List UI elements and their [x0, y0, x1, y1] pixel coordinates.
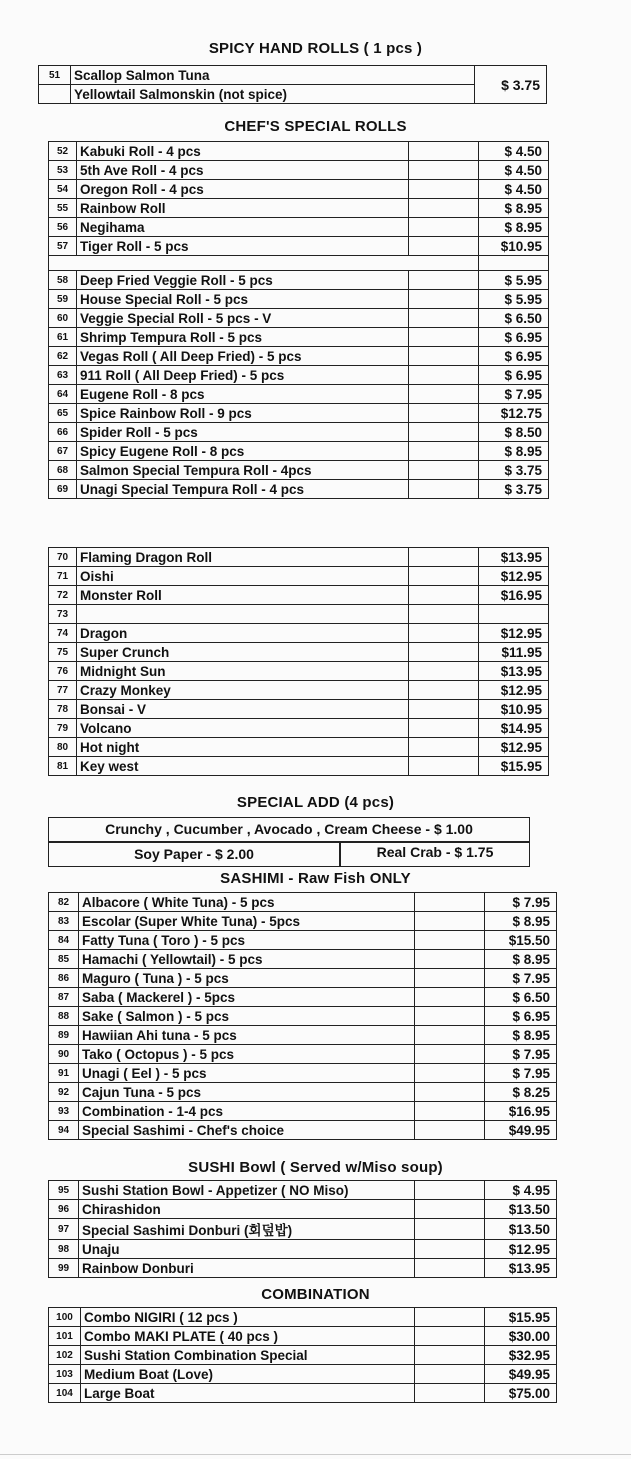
menu-row: [49, 328, 549, 347]
item-price: $15.95: [485, 1308, 557, 1327]
item-spacer: [415, 1083, 485, 1102]
item-name: Negihama: [77, 218, 409, 237]
menu-row: [49, 1121, 557, 1140]
item-spacer: [409, 404, 479, 423]
item-spacer: [415, 931, 485, 950]
menu-row: [49, 366, 549, 385]
item-spacer: [409, 586, 479, 605]
item-name: Hawiian Ahi tuna - 5 pcs: [79, 1026, 415, 1045]
item-price: $ 7.95: [479, 385, 549, 404]
menu-row: [49, 719, 549, 738]
item-name: Sushi Station Bowl - Appetizer ( NO Miso): [79, 1181, 415, 1200]
item-name: Monster Roll: [77, 586, 409, 605]
item-name: Hot night: [77, 738, 409, 757]
item-spacer: [415, 1346, 485, 1365]
item-spacer: [415, 1181, 485, 1200]
sushi-bowl-table: [48, 1180, 557, 1278]
item-name: Albacore ( White Tuna) - 5 pcs: [79, 893, 415, 912]
menu-row: [49, 1365, 557, 1384]
item-price: $10.95: [479, 700, 549, 719]
item-name: Yellowtail Salmonskin (not spice): [71, 85, 475, 104]
item-name: Eugene Roll - 8 pcs: [77, 385, 409, 404]
item-price: $ 3.75: [475, 66, 547, 104]
item-number: 61: [49, 328, 77, 347]
menu-row: [49, 605, 549, 624]
menu-row: [49, 912, 557, 931]
item-name: Volcano: [77, 719, 409, 738]
item-number: 59: [49, 290, 77, 309]
menu-row: [49, 1181, 557, 1200]
item-spacer: [415, 969, 485, 988]
item-spacer: [409, 605, 479, 624]
item-spacer: [409, 624, 479, 643]
item-name: Fatty Tuna ( Toro ) - 5 pcs: [79, 931, 415, 950]
item-price: $ 6.95: [479, 366, 549, 385]
item-spacer: [415, 1384, 485, 1403]
item-price: $ 8.95: [485, 1026, 557, 1045]
item-number: 70: [49, 548, 77, 567]
item-number: 98: [49, 1240, 79, 1259]
menu-row: [49, 624, 549, 643]
item-price: $12.75: [479, 404, 549, 423]
item-spacer: [415, 1007, 485, 1026]
item-price: $ 8.25: [485, 1083, 557, 1102]
item-spacer: [409, 461, 479, 480]
sashimi-heading: SASHIMI - Raw Fish ONLY: [220, 870, 411, 887]
item-spacer: [415, 1327, 485, 1346]
menu-row: [49, 290, 549, 309]
menu-row: [49, 700, 549, 719]
item-name: Bonsai - V: [77, 700, 409, 719]
item-number: 76: [49, 662, 77, 681]
item-name: Escolar (Super White Tuna) - 5pcs: [79, 912, 415, 931]
menu-row: [49, 567, 549, 586]
menu-row: [49, 1026, 557, 1045]
menu-row: [49, 199, 549, 218]
item-price: $16.95: [479, 586, 549, 605]
gap-row: [49, 256, 479, 271]
item-name: Veggie Special Roll - 5 pcs - V: [77, 309, 409, 328]
item-number: 93: [49, 1102, 79, 1121]
item-spacer: [415, 912, 485, 931]
divider: [49, 841, 529, 843]
menu-row: [49, 404, 549, 423]
item-number: 94: [49, 1121, 79, 1140]
item-number: 85: [49, 950, 79, 969]
item-price: $12.95: [479, 567, 549, 586]
item-price: $13.95: [479, 662, 549, 681]
item-name: Shrimp Tempura Roll - 5 pcs: [77, 328, 409, 347]
item-number: 99: [49, 1259, 79, 1278]
item-name: Spicy Eugene Roll - 8 pcs: [77, 442, 409, 461]
menu-row: [49, 1327, 557, 1346]
signature-rolls-table: [48, 547, 549, 776]
item-price: $13.95: [485, 1259, 557, 1278]
item-name: Kabuki Roll - 4 pcs: [77, 142, 409, 161]
menu-row: [49, 969, 557, 988]
item-spacer: [415, 1064, 485, 1083]
item-spacer: [409, 385, 479, 404]
item-price: $ 8.95: [479, 199, 549, 218]
item-price: $ 8.50: [479, 423, 549, 442]
item-price: $ 8.95: [485, 912, 557, 931]
item-number: 53: [49, 161, 77, 180]
item-spacer: [409, 567, 479, 586]
menu-row: [49, 643, 549, 662]
item-spacer: [409, 738, 479, 757]
item-spacer: [415, 1365, 485, 1384]
item-price: $ 3.75: [479, 461, 549, 480]
menu-row: [49, 180, 549, 199]
item-price: $11.95: [479, 643, 549, 662]
menu-row: [49, 893, 557, 912]
menu-row: [49, 461, 549, 480]
sashimi-table: [48, 892, 557, 1140]
item-price: $ 6.95: [479, 328, 549, 347]
soy-paper-price: Soy Paper - $ 2.00: [134, 846, 254, 862]
item-name: Deep Fried Veggie Roll - 5 pcs: [77, 271, 409, 290]
item-number: 83: [49, 912, 79, 931]
item-number: 86: [49, 969, 79, 988]
item-number: 56: [49, 218, 77, 237]
item-price: $ 6.95: [479, 347, 549, 366]
item-price: $12.95: [485, 1240, 557, 1259]
item-price: $ 7.95: [485, 1045, 557, 1064]
item-number: 89: [49, 1026, 79, 1045]
menu-row: [49, 950, 557, 969]
item-number: 88: [49, 1007, 79, 1026]
item-price: $ 7.95: [485, 969, 557, 988]
item-name: Crazy Monkey: [77, 681, 409, 700]
item-number: 65: [49, 404, 77, 423]
item-spacer: [409, 290, 479, 309]
item-number: 97: [49, 1219, 79, 1240]
item-spacer: [409, 271, 479, 290]
item-price: $ 4.95: [485, 1181, 557, 1200]
sushi-bowl-heading: SUSHI Bowl ( Served w/Miso soup): [188, 1159, 443, 1176]
menu-row: [49, 1083, 557, 1102]
item-name: Flaming Dragon Roll: [77, 548, 409, 567]
item-number: 55: [49, 199, 77, 218]
item-spacer: [409, 366, 479, 385]
item-number: 90: [49, 1045, 79, 1064]
item-name: Maguro ( Tuna ) - 5 pcs: [79, 969, 415, 988]
item-number: 78: [49, 700, 77, 719]
item-price: $13.95: [479, 548, 549, 567]
chefs-special-table: [48, 141, 549, 499]
item-number: 80: [49, 738, 77, 757]
item-price: $ 4.50: [479, 161, 549, 180]
item-name: Midnight Sun: [77, 662, 409, 681]
item-name: Key west: [77, 757, 409, 776]
item-name: Hamachi ( Yellowtail) - 5 pcs: [79, 950, 415, 969]
item-number: 102: [49, 1346, 81, 1365]
item-number: 54: [49, 180, 77, 199]
item-number: 60: [49, 309, 77, 328]
item-name: Dragon: [77, 624, 409, 643]
item-price: $75.00: [485, 1384, 557, 1403]
item-number: 95: [49, 1181, 79, 1200]
special-add-toppings: Crunchy , Cucumber , Avocado , Cream Cheese - $ 1.00: [105, 821, 473, 837]
item-spacer: [409, 548, 479, 567]
menu-row: [49, 347, 549, 366]
item-price: $12.95: [479, 624, 549, 643]
menu-row: [49, 423, 549, 442]
item-name: Medium Boat (Love): [81, 1365, 415, 1384]
item-spacer: [415, 1240, 485, 1259]
item-number: 82: [49, 893, 79, 912]
item-number: 69: [49, 480, 77, 499]
item-number: 84: [49, 931, 79, 950]
item-number: 91: [49, 1064, 79, 1083]
spicy-hand-rolls-heading: SPICY HAND ROLLS ( 1 pcs ): [208, 40, 423, 57]
menu-row: [49, 662, 549, 681]
item-number: 57: [49, 237, 77, 256]
item-spacer: [415, 1219, 485, 1240]
combination-table: [48, 1307, 557, 1403]
page-bottom-edge: [0, 1454, 631, 1455]
item-number-empty: [39, 85, 71, 104]
item-spacer: [409, 719, 479, 738]
gap-row: [479, 256, 549, 271]
menu-row: [49, 142, 549, 161]
menu-row: [49, 1064, 557, 1083]
item-price: $ 6.50: [479, 309, 549, 328]
item-price: $49.95: [485, 1121, 557, 1140]
menu-row: [49, 309, 549, 328]
item-number: 79: [49, 719, 77, 738]
item-price: $ 6.50: [485, 988, 557, 1007]
item-spacer: [415, 1259, 485, 1278]
item-number: 72: [49, 586, 77, 605]
item-number: 66: [49, 423, 77, 442]
item-price: $15.95: [479, 757, 549, 776]
item-spacer: [409, 700, 479, 719]
menu-row: [49, 1219, 557, 1240]
item-number: 92: [49, 1083, 79, 1102]
item-price: [479, 605, 549, 624]
item-number: 64: [49, 385, 77, 404]
item-number: 75: [49, 643, 77, 662]
item-spacer: [409, 480, 479, 499]
item-price: $ 4.50: [479, 180, 549, 199]
item-number: 71: [49, 567, 77, 586]
item-price: $10.95: [479, 237, 549, 256]
menu-row: [49, 548, 549, 567]
item-price: $ 3.75: [479, 480, 549, 499]
item-price: $ 5.95: [479, 271, 549, 290]
item-number: 103: [49, 1365, 81, 1384]
item-spacer: [409, 199, 479, 218]
item-spacer: [415, 988, 485, 1007]
item-name: Super Crunch: [77, 643, 409, 662]
item-name: 911 Roll ( All Deep Fried) - 5 pcs: [77, 366, 409, 385]
item-price: $12.95: [479, 738, 549, 757]
menu-row: [49, 757, 549, 776]
item-price: $ 4.50: [479, 142, 549, 161]
item-number: 74: [49, 624, 77, 643]
menu-row: [49, 1308, 557, 1327]
item-name: Sushi Station Combination Special: [81, 1346, 415, 1365]
item-spacer: [409, 180, 479, 199]
item-price: $ 7.95: [485, 1064, 557, 1083]
item-number: 104: [49, 1384, 81, 1403]
item-spacer: [415, 1026, 485, 1045]
item-price: $16.95: [485, 1102, 557, 1121]
item-spacer: [409, 309, 479, 328]
item-name: Special Sashimi Donburi (회덮밥): [79, 1219, 415, 1240]
item-name: Special Sashimi - Chef's choice: [79, 1121, 415, 1140]
item-number: 68: [49, 461, 77, 480]
menu-row: [49, 1384, 557, 1403]
special-add-box: [48, 817, 530, 867]
item-price: $15.50: [485, 931, 557, 950]
item-name: Sake ( Salmon ) - 5 pcs: [79, 1007, 415, 1026]
item-spacer: [415, 1200, 485, 1219]
item-name: Large Boat: [81, 1384, 415, 1403]
item-price: $ 5.95: [479, 290, 549, 309]
item-price: $ 6.95: [485, 1007, 557, 1026]
item-spacer: [409, 442, 479, 461]
item-spacer: [409, 643, 479, 662]
menu-row: [49, 1007, 557, 1026]
item-name: Chirashidon: [79, 1200, 415, 1219]
item-number: 51: [39, 66, 71, 85]
item-name: Vegas Roll ( All Deep Fried) - 5 pcs: [77, 347, 409, 366]
item-spacer: [409, 757, 479, 776]
item-name: Scallop Salmon Tuna: [71, 66, 475, 85]
item-name: [77, 605, 409, 624]
menu-row: [49, 738, 549, 757]
spicy-hand-rolls-table: [38, 65, 547, 104]
menu-row: [49, 385, 549, 404]
item-spacer: [415, 1308, 485, 1327]
menu-row: [49, 988, 557, 1007]
item-spacer: [409, 237, 479, 256]
menu-row: [49, 1102, 557, 1121]
item-price: $ 8.95: [479, 218, 549, 237]
item-name: Unagi ( Eel ) - 5 pcs: [79, 1064, 415, 1083]
item-spacer: [415, 1045, 485, 1064]
item-price: $12.95: [479, 681, 549, 700]
item-name: Tiger Roll - 5 pcs: [77, 237, 409, 256]
item-number: 63: [49, 366, 77, 385]
item-spacer: [415, 893, 485, 912]
real-crab-price: Real Crab - $ 1.75: [376, 844, 494, 860]
item-number: 81: [49, 757, 77, 776]
menu-row: [49, 1045, 557, 1064]
item-name: 5th Ave Roll - 4 pcs: [77, 161, 409, 180]
item-spacer: [409, 347, 479, 366]
menu-row: [49, 1240, 557, 1259]
menu-row: [49, 681, 549, 700]
item-number: 77: [49, 681, 77, 700]
item-spacer: [409, 218, 479, 237]
item-name: Spice Rainbow Roll - 9 pcs: [77, 404, 409, 423]
menu-row: [49, 218, 549, 237]
menu-row: [49, 237, 549, 256]
item-name: Salmon Special Tempura Roll - 4pcs: [77, 461, 409, 480]
item-spacer: [415, 1102, 485, 1121]
menu-row: [49, 586, 549, 605]
item-name: Unagi Special Tempura Roll - 4 pcs: [77, 480, 409, 499]
item-price: $ 8.95: [485, 950, 557, 969]
item-spacer: [409, 328, 479, 347]
item-number: 87: [49, 988, 79, 1007]
item-name: Cajun Tuna - 5 pcs: [79, 1083, 415, 1102]
item-price: $13.50: [485, 1200, 557, 1219]
item-name: Combo MAKI PLATE ( 40 pcs ): [81, 1327, 415, 1346]
item-number: 73: [49, 605, 77, 624]
menu-row: [49, 1259, 557, 1278]
item-name: House Special Roll - 5 pcs: [77, 290, 409, 309]
item-price: $14.95: [479, 719, 549, 738]
item-name: Saba ( Mackerel ) - 5pcs: [79, 988, 415, 1007]
chefs-special-heading: CHEF'S SPECIAL ROLLS: [224, 118, 407, 135]
menu-row: [49, 480, 549, 499]
menu-row: [49, 442, 549, 461]
item-number: 62: [49, 347, 77, 366]
item-spacer: [409, 142, 479, 161]
item-name: Oregon Roll - 4 pcs: [77, 180, 409, 199]
item-number: 100: [49, 1308, 81, 1327]
item-name: Combination - 1-4 pcs: [79, 1102, 415, 1121]
item-name: Unaju: [79, 1240, 415, 1259]
item-number: 101: [49, 1327, 81, 1346]
item-spacer: [409, 662, 479, 681]
item-price: $ 7.95: [485, 893, 557, 912]
item-name: Tako ( Octopus ) - 5 pcs: [79, 1045, 415, 1064]
menu-row: [49, 1346, 557, 1365]
item-price: $13.50: [485, 1219, 557, 1240]
combination-heading: COMBINATION: [261, 1286, 370, 1303]
item-spacer: [409, 423, 479, 442]
item-name: Combo NIGIRI ( 12 pcs ): [81, 1308, 415, 1327]
item-name: Rainbow Roll: [77, 199, 409, 218]
item-number: 96: [49, 1200, 79, 1219]
item-price: $32.95: [485, 1346, 557, 1365]
item-name: Oishi: [77, 567, 409, 586]
menu-row: [49, 1200, 557, 1219]
item-price: $49.95: [485, 1365, 557, 1384]
item-spacer: [415, 1121, 485, 1140]
item-name: Spider Roll - 5 pcs: [77, 423, 409, 442]
item-spacer: [409, 681, 479, 700]
special-add-heading: SPECIAL ADD (4 pcs): [236, 794, 395, 811]
item-number: 58: [49, 271, 77, 290]
item-spacer: [409, 161, 479, 180]
item-name: Rainbow Donburi: [79, 1259, 415, 1278]
item-price: $30.00: [485, 1327, 557, 1346]
item-price: $ 8.95: [479, 442, 549, 461]
menu-row: [49, 271, 549, 290]
item-number: 67: [49, 442, 77, 461]
item-spacer: [415, 950, 485, 969]
menu-row: [49, 161, 549, 180]
item-number: 52: [49, 142, 77, 161]
menu-row: [49, 931, 557, 950]
